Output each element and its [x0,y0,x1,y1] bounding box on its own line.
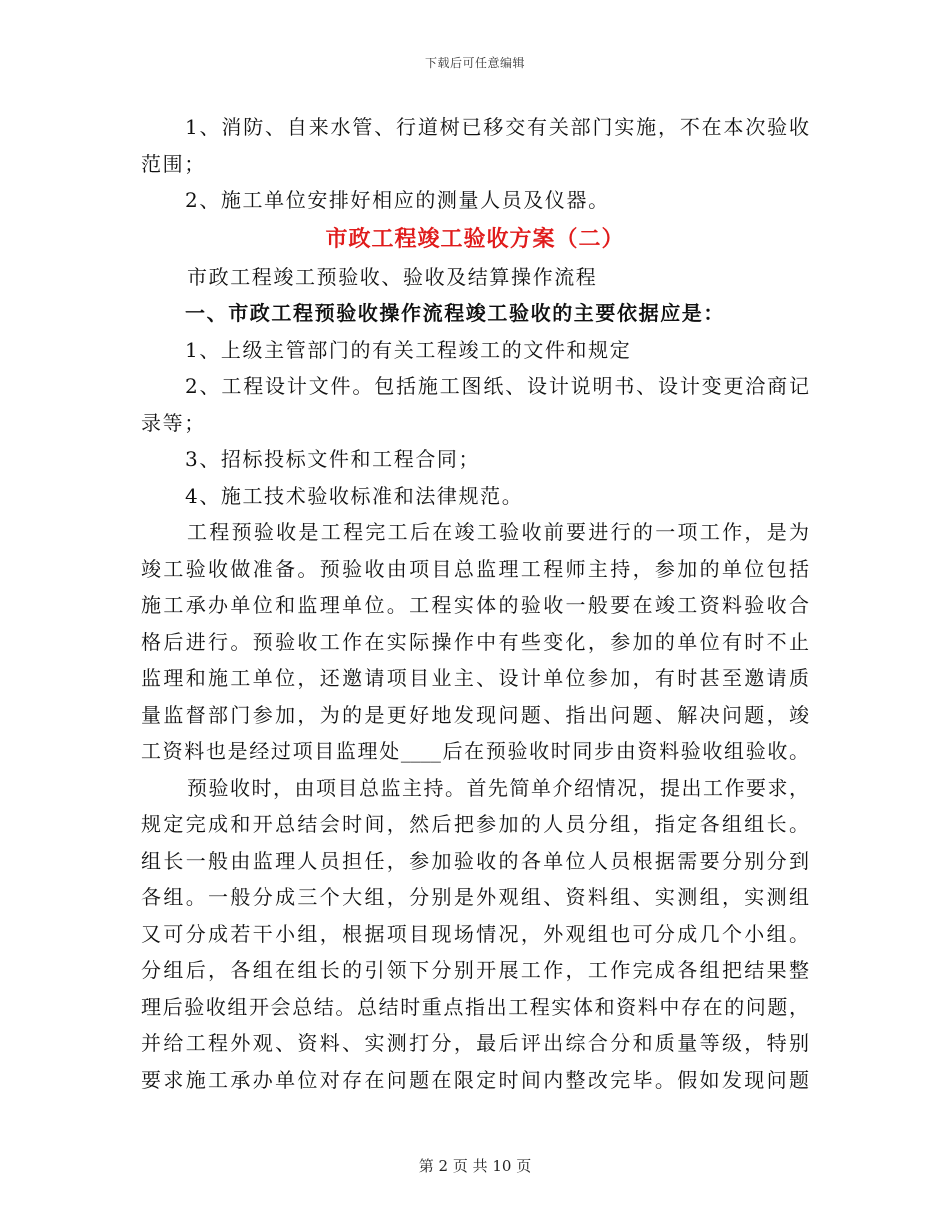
paragraph1-line: 施工承办单位和监理单位。工程实体的验收一般要在竣工资料验收合 [141,593,809,617]
basis-item2-line2: 录等； [141,410,206,435]
basis-item3: 3、招标投标文件和工程合同； [185,447,481,471]
heading-1: 一、市政工程预验收操作流程竣工验收的主要依据应是： [185,301,725,325]
paragraph2-line: 理后验收组开会总结。总结时重点指出工程实体和资料中存在的问题， [141,994,809,1019]
document-body [141,109,809,1098]
paragraph2-line: 并给工程外观、资料、实测打分，最后评出综合分和质量等级，特别 [141,1031,809,1055]
paragraph2-line: 分组后，各组在组长的引领下分别开展工作，工作完成各组把结果整 [141,958,809,982]
section1-item2: 2、施工单位安排好相应的测量人员及仪器。 [185,188,610,212]
basis-item2-line1: 2、工程设计文件。包括施工图纸、设计说明书、设计变更洽商记 [185,374,809,398]
section1-item1-line2: 范围； [141,151,206,176]
section1-item1-line1: 1、消防、自来水管、行道树已移交有关部门实施，不在本次验收 [185,115,809,139]
page-footer: 第 2 页 共 10 页 [418,1157,532,1175]
paragraph1-line: 竣工验收做准备。预验收由项目总监理工程师主持，参加的单位包括 [141,556,809,581]
paragraph1-line: 监理和施工单位，还邀请项目业主、设计单位参加，有时甚至邀请质 [141,666,809,690]
header-note: 下载后可任意编辑 [424,56,525,70]
paragraph2-line: 各组。一般分成三个大组，分别是外观组、资料组、实测组，实测组 [141,885,809,909]
paragraph2-line: 规定完成和开总结会时间，然后把参加的人员分组，指定各组组长。 [141,812,809,836]
paragraph2-line: 预验收时，由项目总监主持。首先简单介绍情况，提出工作要求， [187,775,809,800]
basis-item1: 1、上级主管部门的有关工程竣工的文件和规定 [185,337,632,362]
paragraph2-line: 要求施工承办单位对存在问题在限定时间内整改完毕。假如发现问题 [141,1067,809,1092]
paragraph1-line: 工程预验收是工程完工后在竣工验收前要进行的一项工作，是为 [187,520,809,544]
paragraph2-line: 组长一般由监理人员担任，参加验收的各单位人员根据需要分别分到 [141,848,809,873]
paragraph1-line: 量监督部门参加，为的是更好地发现问题、指出问题、解决问题，竣 [141,702,809,727]
paragraph2-line: 又可分成若干小组，根据项目现场情况，外观组也可分成几个小组。 [141,921,809,946]
paragraph1-line: 工资料也是经过项目监理处____后在预验收时同步由资料验收组验收。 [141,739,809,763]
paragraph1-line: 格后进行。预验收工作在实际操作中有些变化，参加的单位有时不止 [141,629,809,654]
section-title: 市政工程竣工验收方案（二） [325,225,625,252]
basis-item4: 4、施工技术验收标准和法律规范。 [185,483,524,508]
subtitle: 市政工程竣工预验收、验收及结算操作流程 [187,264,598,289]
